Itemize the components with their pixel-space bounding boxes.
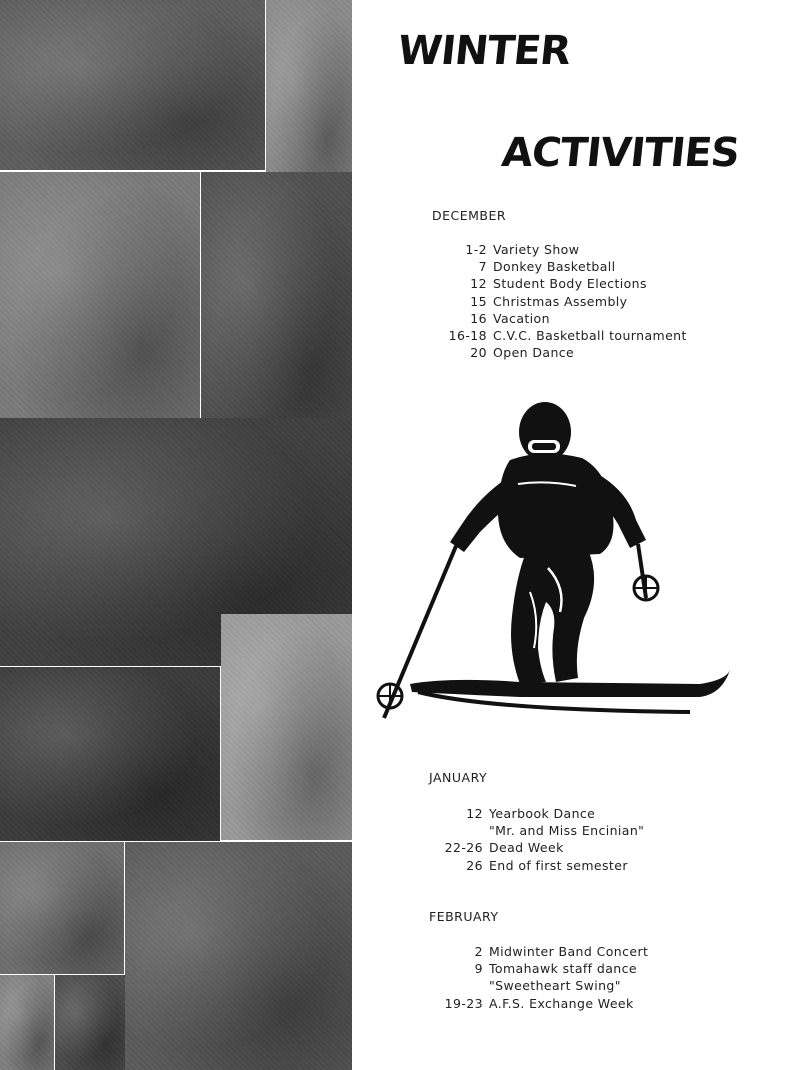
event-item: 1-2 Variety Show — [465, 242, 580, 257]
event-list-december — [443, 241, 743, 361]
event-item: 2 Midwinter Band Concert — [474, 944, 649, 959]
event-item: "Sweetheart Swing" — [489, 978, 621, 994]
photo-student-standing — [266, 0, 352, 195]
photo-santa-portrait — [55, 975, 125, 1070]
photo-santa-with-students — [125, 842, 352, 1070]
event-item: 26 End of first semester — [466, 857, 628, 873]
photo-stage-group — [0, 842, 124, 974]
event-item: 22-26 Dead Week — [444, 840, 564, 856]
event-item: 20 Open Dance — [470, 345, 575, 361]
month-heading-february: FEBRUARY — [429, 909, 499, 924]
photo-donkey-basketball — [0, 0, 265, 170]
month-heading-january: JANUARY — [429, 770, 488, 785]
event-item: 12 Yearbook Dance — [466, 806, 596, 821]
event-item: 19-23 A.F.S. Exchange Week — [444, 995, 634, 1011]
event-item: "Mr. and Miss Encinian" — [489, 823, 645, 839]
skier-icon — [370, 392, 740, 732]
photo-dance-crowd — [201, 172, 352, 450]
event-item: 16-18 C.V.C. Basketball tournament — [448, 327, 687, 343]
event-list-january — [439, 805, 739, 874]
photo-girl-in-white-dress — [221, 614, 352, 840]
photo-assembly-audience — [0, 667, 220, 841]
event-list-february — [439, 943, 739, 1012]
event-item: 12 Student Body Elections — [470, 276, 647, 292]
month-heading-december: DECEMBER — [432, 208, 507, 223]
photo-student-portrait — [0, 975, 54, 1070]
page-title-activities: ACTIVITIES — [499, 130, 742, 176]
page-title-winter: WINTER — [395, 28, 573, 74]
photo-dancers — [0, 172, 200, 422]
event-item: 16 Vacation — [470, 310, 550, 326]
event-item: 15 Christmas Assembly — [470, 293, 628, 309]
event-item: 7 Donkey Basketball — [478, 259, 616, 275]
event-item: 9 Tomahawk staff dance — [474, 961, 637, 977]
